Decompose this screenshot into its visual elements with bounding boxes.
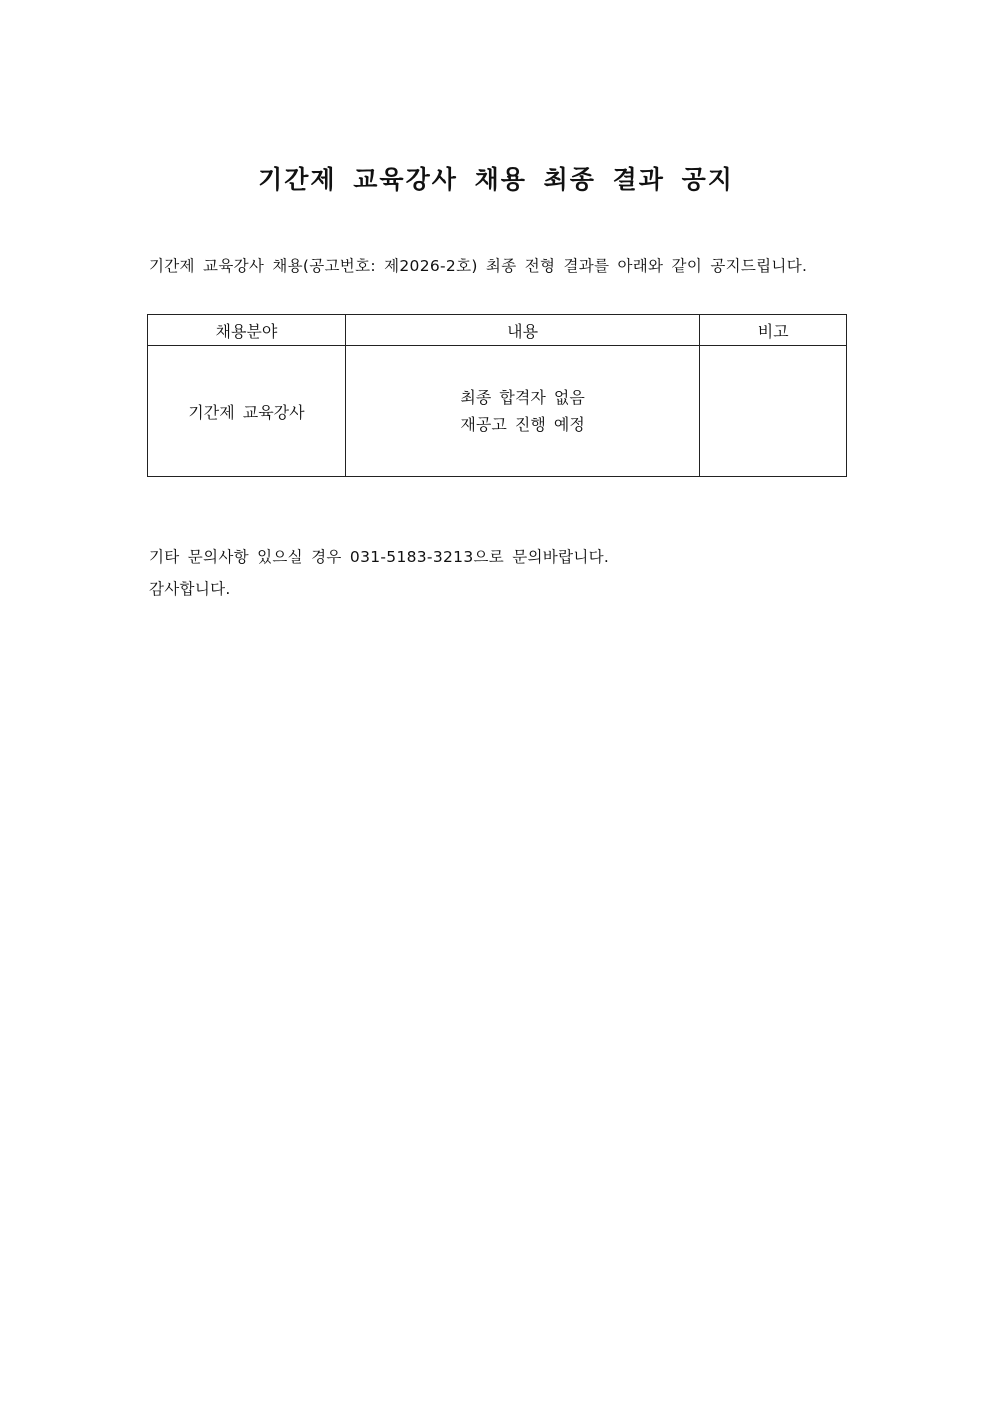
cell-content <box>345 346 700 477</box>
content-line: 재공고 진행 예정 <box>460 415 585 434</box>
content-line: 최종 합격자 없음 <box>460 388 585 407</box>
header-field: 채용분야 <box>148 315 346 346</box>
cell-field <box>148 346 346 477</box>
table-header-row <box>148 315 847 346</box>
cell-remarks <box>700 346 847 477</box>
document-title: 기간제 교육강사 채용 최종 결과 공지 <box>258 165 734 194</box>
footer-text <box>149 541 609 605</box>
table-row <box>148 346 847 477</box>
closing-line: 감사합니다. <box>149 580 231 598</box>
result-table <box>147 314 847 477</box>
header-content: 내용 <box>345 315 700 346</box>
intro-paragraph: 기간제 교육강사 채용(공고번호: 제2026-2호) 최종 전형 결과를 아래와 같이 공지드립니다. <box>149 257 808 275</box>
field-text: 기간제 교육강사 <box>188 402 305 422</box>
header-remarks: 비고 <box>700 315 847 346</box>
contact-line: 기타 문의사항 있으실 경우 031-5183-3213으로 문의바랍니다. <box>149 548 610 566</box>
